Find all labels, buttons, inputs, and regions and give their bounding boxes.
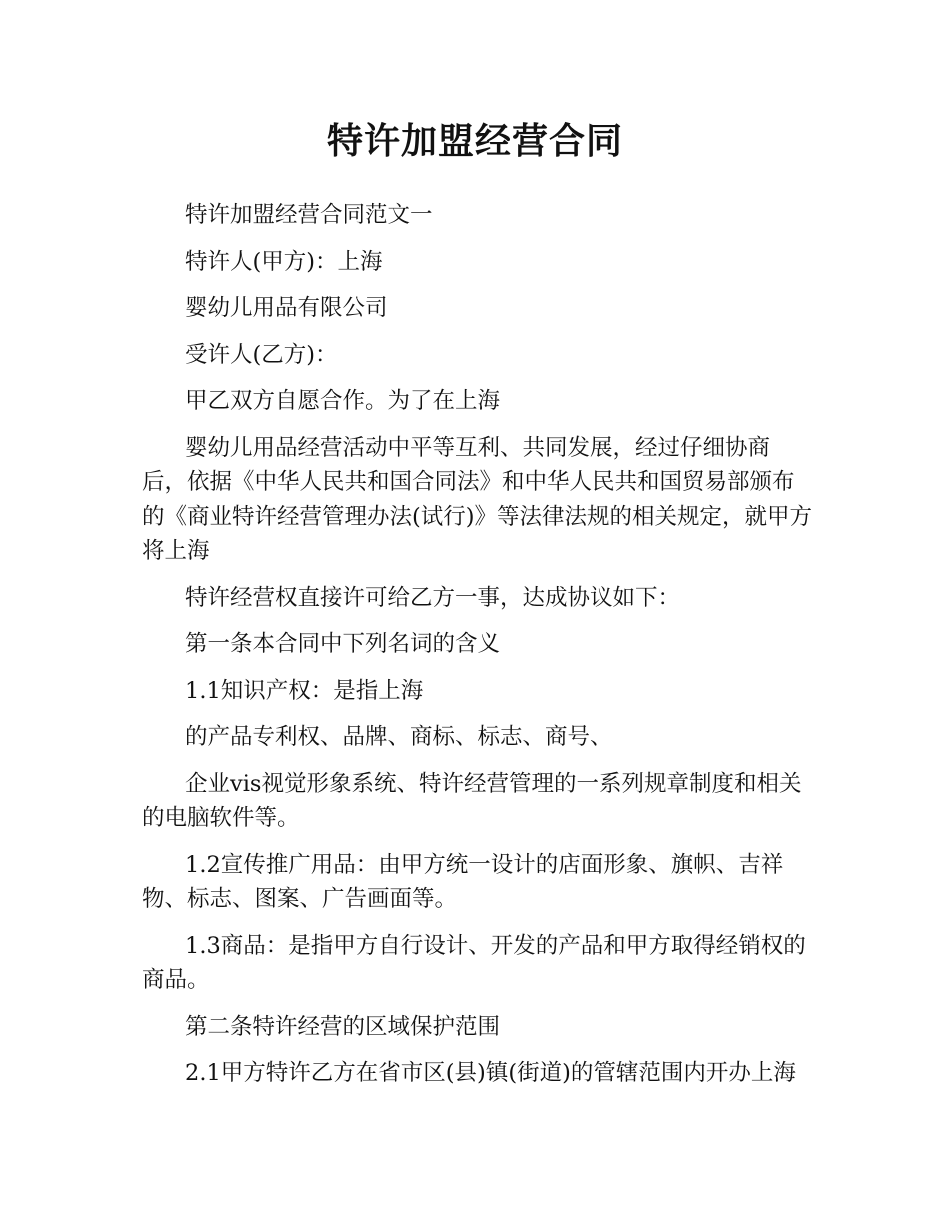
paragraph: 甲乙双方自愿合作。为了在上海 [185,388,501,414]
paragraph: 企业vis视觉形象系统、特许经营管理的一系列规章制度和相关的电脑软件等。 [142,770,802,831]
paragraph: 受许人(乙方)： [185,341,338,368]
paragraph: 第一条本合同中下列名词的含义 [185,631,501,657]
paragraph: 婴幼儿用品有限公司 [185,295,388,321]
paragraph: 2.1甲方特许乙方在省市区(县)镇(街道)的管辖范围内开办上海 [185,1060,796,1086]
paragraph: 第二条特许经营的区域保护范围 [185,1013,501,1040]
paragraph: 1.3商品：是指甲方自行设计、开发的产品和甲方取得经销权的商品。 [142,932,806,993]
document-body [142,198,814,1103]
paragraph: 婴幼儿用品经营活动中平等互利、共同发展，经过仔细协商后，依据《中华人民共和国合同法》和中华人民共和国贸易部颁布的《商业特许经营管理办法(试行)》等法律法规的相关规定，就甲方将上海 [142,434,813,564]
paragraph: 1.1知识产权：是指上海 [185,677,424,704]
paragraph: 特许经营权直接许可给乙方一事，达成协议如下： [185,584,681,611]
paragraph: 特许加盟经营合同范文一 [185,202,433,228]
document-title: 特许加盟经营合同 [326,121,623,162]
paragraph: 特许人(甲方)：上海 [185,248,383,275]
paragraph: 的产品专利权、品牌、商标、标志、商号、 [185,724,613,750]
paragraph: 1.2宣传推广用品：由甲方统一设计的店面形象、旗帜、吉祥物、标志、图案、广告画面等。 [142,851,784,912]
